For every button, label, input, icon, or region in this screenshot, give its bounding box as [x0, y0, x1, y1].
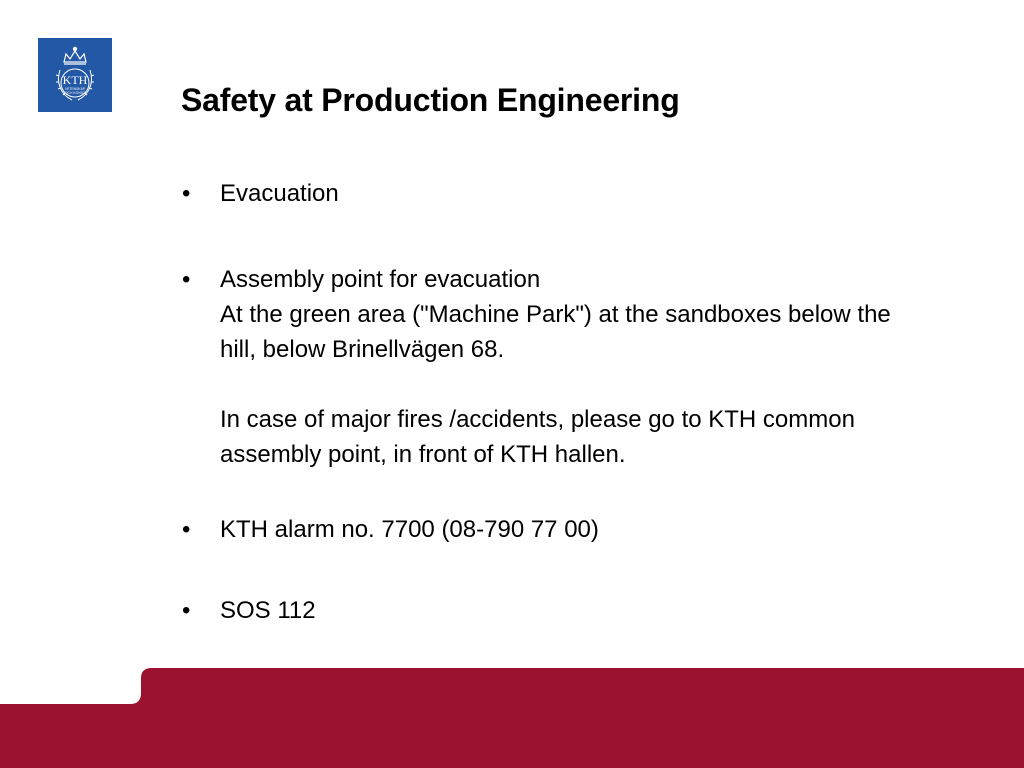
list-item: [180, 176, 910, 211]
bullet-text-assembly-point: Assembly point for evacuation At the green area ("Machine Park") at the sandboxes below the hill, below Brinellvägen 68. In case of major fires /accidents, please go to KTH common assembly point, in front of KTH hallen.: [220, 266, 891, 468]
footer-band: [0, 668, 1024, 768]
kth-logo-subtext-2: OCH KONST: [64, 91, 86, 95]
list-item: [180, 262, 910, 472]
page-title: Safety at Production Engineering: [181, 82, 680, 118]
bullet-dot: •: [182, 516, 191, 543]
list-item: [180, 593, 910, 628]
bullet-dot: •: [182, 266, 191, 293]
bullet-text-sos: SOS 112: [220, 597, 316, 624]
bullet-text-kth-alarm: KTH alarm no. 7700 (08-790 77 00): [220, 516, 599, 543]
kth-logo-text: KTH: [62, 73, 88, 87]
footer-band-shape: [0, 668, 1024, 768]
bullet-dot: •: [182, 597, 191, 624]
kth-crest-icon: [38, 38, 112, 112]
bullet-dot: •: [182, 180, 191, 207]
bullet-text-evacuation: Evacuation: [220, 180, 339, 207]
kth-logo-subtext-1: VETENSKAP: [64, 87, 86, 91]
kth-logo: [38, 38, 112, 112]
list-item: [180, 512, 910, 547]
